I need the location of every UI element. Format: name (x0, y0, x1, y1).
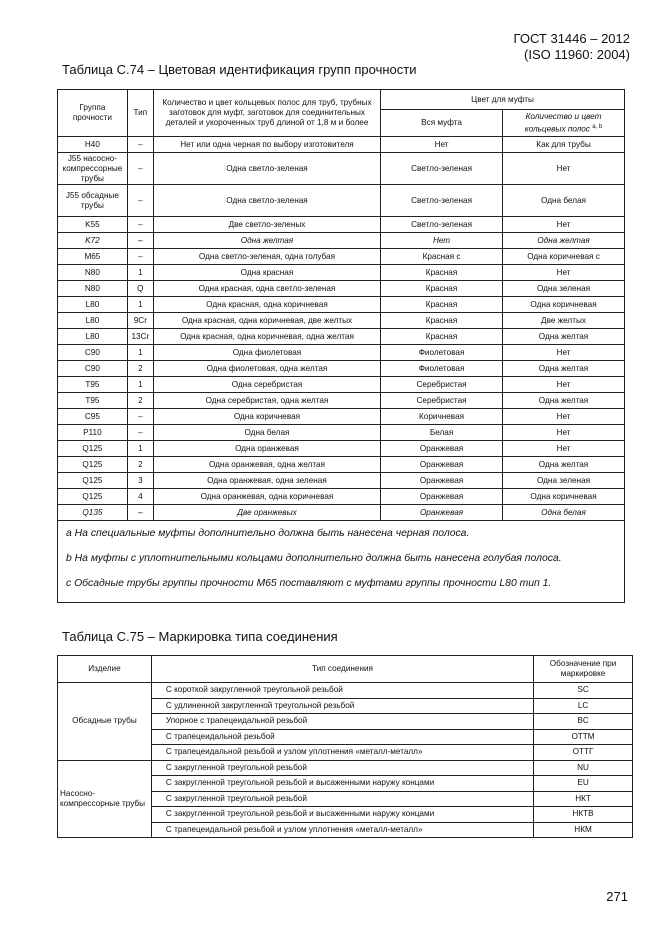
cell-group: K72 (58, 233, 128, 249)
table-row (58, 760, 633, 776)
cell-ring-count: Одна желтая (153, 233, 380, 249)
cell-group: C95 (58, 409, 128, 425)
cell-ring-count: Одна оранжевая, одна зеленая (153, 473, 380, 489)
cell-group: Q125 (58, 457, 128, 473)
table-row (58, 425, 625, 441)
header-coupling-rings: Количество и цвет кольцевых полос $^{a, b}$ (503, 110, 625, 137)
cell-group: M65 (58, 249, 128, 265)
cell-ring-count: Одна оранжевая, одна коричневая (153, 489, 380, 505)
cell-coupling-rings: Одна желтая (503, 233, 625, 249)
cell-group: L80 (58, 313, 128, 329)
cell-marking: НКМ (534, 822, 633, 838)
table-row (58, 393, 625, 409)
cell-type: 1 (127, 377, 153, 393)
cell-marking: LC (534, 698, 633, 714)
iso-reference: (ISO 11960: 2004) (524, 47, 630, 62)
cell-group: P110 (58, 425, 128, 441)
cell-ring-count: Одна серебристая, одна желтая (153, 393, 380, 409)
header-group: Группа прочности (58, 90, 128, 137)
table-row (58, 361, 625, 377)
cell-ring-count: Одна светло-зеленая (153, 153, 380, 185)
cell-whole-coupling: Белая (381, 425, 503, 441)
cell-connection-type: С трапецеидальной резьбой (151, 729, 533, 745)
table-row (58, 217, 625, 233)
cell-coupling-rings: Две желтых (503, 313, 625, 329)
cell-type: – (127, 185, 153, 217)
cell-whole-coupling: Светло-зеленая (381, 153, 503, 185)
cell-whole-coupling: Красная (381, 297, 503, 313)
cell-type: 9Cr (127, 313, 153, 329)
table-row (58, 137, 625, 153)
table-row (58, 683, 633, 699)
note-a: а На специальные муфты дополнительно должна быть нанесена черная полоса. (66, 528, 470, 539)
cell-group: N80 (58, 281, 128, 297)
table-row (58, 297, 625, 313)
cell-ring-count: Одна фиолетовая (153, 345, 380, 361)
cell-whole-coupling: Оранжевая (381, 457, 503, 473)
cell-whole-coupling: Красная (381, 281, 503, 297)
cell-coupling-rings: Нет (503, 409, 625, 425)
cell-connection-type: С закругленной треугольной резьбой и высаженными наружу концами (151, 776, 533, 792)
cell-type: – (127, 153, 153, 185)
cell-whole-coupling: Светло-зеленая (381, 217, 503, 233)
cell-type: 1 (127, 297, 153, 313)
cell-whole-coupling: Нет (381, 137, 503, 153)
cell-group: Q125 (58, 489, 128, 505)
cell-marking: ОТТГ (534, 745, 633, 761)
cell-group: L80 (58, 297, 128, 313)
table-row (58, 505, 625, 521)
table-c74 (57, 89, 625, 603)
cell-coupling-rings: Одна коричневая с (503, 249, 625, 265)
cell-connection-type: С удлиненной закругленной треугольной резьбой (151, 698, 533, 714)
note-b: b На муфты с уплотнительными кольцами дополнительно должна быть нанесена голубая полоса. (66, 553, 562, 564)
cell-group: T95 (58, 377, 128, 393)
cell-ring-count: Одна белая (153, 425, 380, 441)
cell-whole-coupling: Нет (381, 233, 503, 249)
cell-group: J55 насосно-компрессорные трубы (58, 153, 128, 185)
cell-group: K55 (58, 217, 128, 233)
cell-coupling-rings: Одна зеленая (503, 473, 625, 489)
cell-whole-coupling: Красная (381, 329, 503, 345)
cell-marking: НКТВ (534, 807, 633, 823)
cell-whole-coupling: Фиолетовая (381, 361, 503, 377)
cell-group: C90 (58, 345, 128, 361)
cell-type: – (127, 233, 153, 249)
cell-marking: НКТ (534, 791, 633, 807)
cell-whole-coupling: Светло-зеленая (381, 185, 503, 217)
cell-group: N80 (58, 265, 128, 281)
table-row (58, 233, 625, 249)
cell-ring-count: Нет или одна черная по выбору изготовителя (153, 137, 380, 153)
cell-group: J55 обсадные трубы (58, 185, 128, 217)
cell-coupling-rings: Нет (503, 441, 625, 457)
cell-coupling-rings: Нет (503, 153, 625, 185)
cell-coupling-rings: Нет (503, 345, 625, 361)
cell-ring-count: Одна серебристая (153, 377, 380, 393)
cell-ring-count: Одна красная, одна коричневая (153, 297, 380, 313)
header-product: Изделие (58, 656, 152, 683)
table-row (58, 489, 625, 505)
cell-connection-type: С трапецеидальной резьбой и узлом уплотнения «металл-металл» (151, 822, 533, 838)
cell-ring-count: Две светло-зеленых (153, 217, 380, 233)
cell-ring-count: Одна фиолетовая, одна желтая (153, 361, 380, 377)
cell-product: Обсадные трубы (58, 683, 152, 761)
table-c74-title: Таблица С.74 – Цветовая идентификация групп прочности (62, 62, 417, 77)
table-row (58, 473, 625, 489)
table-row (58, 313, 625, 329)
cell-coupling-rings: Одна желтая (503, 361, 625, 377)
cell-ring-count: Одна красная (153, 265, 380, 281)
cell-ring-count: Одна красная, одна коричневая, две желтых (153, 313, 380, 329)
cell-ring-count: Две оранжевых (153, 505, 380, 521)
document-header (514, 31, 630, 63)
cell-coupling-rings: Одна желтая (503, 329, 625, 345)
cell-ring-count: Одна красная, одна коричневая, одна желтая (153, 329, 380, 345)
cell-type: 13Cr (127, 329, 153, 345)
header-ring-count: Количество и цвет кольцевых полос для труб, трубных заготовок для муфт, заготовок для соединительных деталей и укороченных труб длиной от 1,8 м и более (153, 90, 380, 137)
header-type: Тип (127, 90, 153, 137)
cell-coupling-rings: Нет (503, 265, 625, 281)
cell-ring-count: Одна коричневая (153, 409, 380, 425)
cell-whole-coupling: Оранжевая (381, 505, 503, 521)
cell-type: 2 (127, 393, 153, 409)
cell-type: – (127, 137, 153, 153)
cell-type: 2 (127, 361, 153, 377)
header-marking: Обозначение при маркировке (534, 656, 633, 683)
cell-group: Q125 (58, 473, 128, 489)
cell-type: 1 (127, 441, 153, 457)
cell-marking: ОТТМ (534, 729, 633, 745)
cell-connection-type: С закругленной треугольной резьбой (151, 760, 533, 776)
header-whole-coupling: Вся муфта (381, 110, 503, 137)
cell-type: – (127, 425, 153, 441)
table-c74-notes (58, 521, 625, 603)
header-connection-type: Тип соединения (151, 656, 533, 683)
cell-connection-type: Упорное с трапецеидальной резьбой (151, 714, 533, 730)
cell-coupling-rings: Одна белая (503, 505, 625, 521)
cell-whole-coupling: Серебристая (381, 377, 503, 393)
cell-group: T95 (58, 393, 128, 409)
cell-marking: SC (534, 683, 633, 699)
cell-marking: EU (534, 776, 633, 792)
table-c75 (57, 655, 633, 838)
cell-coupling-rings: Одна коричневая (503, 489, 625, 505)
table-row (58, 249, 625, 265)
cell-coupling-rings: Одна белая (503, 185, 625, 217)
table-c75-title: Таблица С.75 – Маркировка типа соединения (62, 629, 338, 644)
cell-coupling-rings: Одна зеленая (503, 281, 625, 297)
cell-ring-count: Одна красная, одна светло-зеленая (153, 281, 380, 297)
cell-marking: NU (534, 760, 633, 776)
cell-ring-count: Одна светло-зеленая, одна голубая (153, 249, 380, 265)
cell-coupling-rings: Одна желтая (503, 393, 625, 409)
cell-connection-type: С закругленной треугольной резьбой и высаженными наружу концами (151, 807, 533, 823)
cell-type: 3 (127, 473, 153, 489)
cell-type: – (127, 409, 153, 425)
standard-number: ГОСТ 31446 – 2012 (513, 31, 630, 46)
cell-type: 2 (127, 457, 153, 473)
cell-whole-coupling: Оранжевая (381, 441, 503, 457)
cell-coupling-rings: Одна коричневая (503, 297, 625, 313)
cell-type: – (127, 249, 153, 265)
table-row (58, 441, 625, 457)
note-c: с Обсадные трубы группы прочности М65 поставляют с муфтами группы прочности L80 тип 1. (66, 578, 552, 589)
cell-group: L80 (58, 329, 128, 345)
cell-whole-coupling: Коричневая (381, 409, 503, 425)
table-row (58, 185, 625, 217)
cell-type: – (127, 217, 153, 233)
cell-whole-coupling: Красная с (381, 249, 503, 265)
table-row (58, 329, 625, 345)
cell-type: 1 (127, 265, 153, 281)
cell-whole-coupling: Серебристая (381, 393, 503, 409)
table-row (58, 153, 625, 185)
table-row (58, 265, 625, 281)
cell-type: 4 (127, 489, 153, 505)
cell-whole-coupling: Красная (381, 265, 503, 281)
cell-whole-coupling: Красная (381, 313, 503, 329)
cell-connection-type: С закругленной треугольной резьбой (151, 791, 533, 807)
cell-group: Q125 (58, 441, 128, 457)
cell-coupling-rings: Как для трубы (503, 137, 625, 153)
cell-coupling-rings: Одна желтая (503, 457, 625, 473)
cell-connection-type: С трапецеидальной резьбой и узлом уплотнения «металл-металл» (151, 745, 533, 761)
cell-connection-type: С короткой закругленной треугольной резьбой (151, 683, 533, 699)
table-row (58, 409, 625, 425)
cell-whole-coupling: Оранжевая (381, 489, 503, 505)
cell-product: Насосно-компрессорные трубы (58, 760, 152, 838)
table-row (58, 281, 625, 297)
cell-ring-count: Одна оранжевая, одна желтая (153, 457, 380, 473)
page-number: 271 (606, 889, 628, 904)
cell-ring-count: Одна светло-зеленая (153, 185, 380, 217)
cell-type: Q (127, 281, 153, 297)
cell-group: Н40 (58, 137, 128, 153)
cell-marking: BC (534, 714, 633, 730)
cell-type: – (127, 505, 153, 521)
table-row (58, 457, 625, 473)
cell-group: C90 (58, 361, 128, 377)
cell-coupling-rings: Нет (503, 217, 625, 233)
table-row (58, 377, 625, 393)
header-coupling-color: Цвет для муфты (381, 90, 625, 110)
cell-group: Q135 (58, 505, 128, 521)
table-row (58, 345, 625, 361)
cell-coupling-rings: Нет (503, 425, 625, 441)
cell-ring-count: Одна оранжевая (153, 441, 380, 457)
cell-type: 1 (127, 345, 153, 361)
cell-whole-coupling: Фиолетовая (381, 345, 503, 361)
cell-whole-coupling: Оранжевая (381, 473, 503, 489)
cell-coupling-rings: Нет (503, 377, 625, 393)
